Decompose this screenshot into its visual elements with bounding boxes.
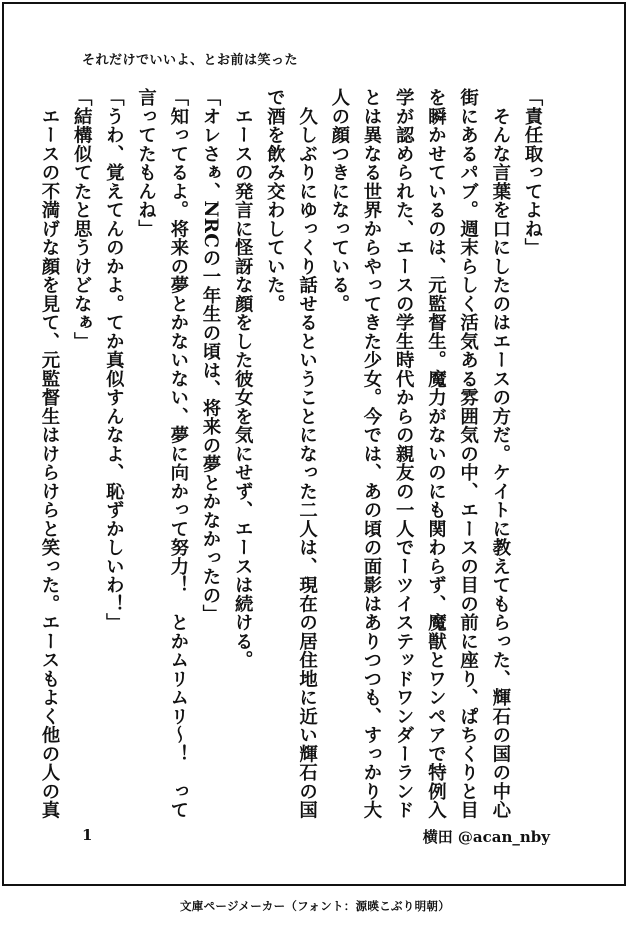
text-line: 言ってたもんね」 [135, 88, 157, 238]
text-line: エースの不満げな顔を見て、元監督生はけらけらと笑った。エースもよく他の人の真 [38, 88, 60, 820]
author-credit: 横田 @acan_nby [422, 828, 550, 846]
text-line: 「オレさぁ、NRCの一年生の頃は、将来の夢とかなかったの」 [199, 88, 221, 624]
text-line: 街にあるパブ。週末らしく活気ある雰囲気の中、エースの目の前に座り、ぱちくりと目 [457, 88, 479, 820]
body-text [38, 88, 548, 820]
text-line: 学が認められた、エースの学生時代からの親友の一人でーツイステッドワンダーランド [393, 88, 415, 820]
text-line: 「うわ、覚えてんのかよ。てか真似すんなよ、恥ずかしいわ！」 [103, 88, 125, 632]
text-line: 「知ってるよ。将来の夢とかないない、夢に向かって努力！ とかムリムリ〜！ って [167, 88, 189, 820]
text-line: を瞬かせているのは、元監督生。魔力がないのにも関わらず、魔獣とワンペアで特例入 [425, 88, 447, 820]
page-title: それだけでいいよ、とお前は笑った [82, 53, 299, 68]
text-line: とは異なる世界からやってきた少女。今では、あの頃の面影はありつつも、すっかり大 [360, 88, 382, 820]
text-line: 「責任取ってよね」 [522, 88, 543, 257]
text-line: で酒を飲み交わしていた。 [264, 88, 286, 313]
page-number: 1 [82, 826, 93, 844]
text-line: 人の顔つきになっている。 [328, 88, 350, 313]
text-line: 久しぶりにゆっくり話せるということになった二人は、現在の居住地に近い輝石の国 [296, 88, 318, 820]
generator-caption: 文庫ページメーカー（フォント：源暎こぶり明朝） [179, 899, 451, 913]
text-line: そんな言葉を口にしたのはエースの方だ。ケイトに教えてもらった、輝石の国の中心 [489, 88, 511, 820]
text-line: エースの発言に怪訝な顔をした彼女を気にせず、エースは続ける。 [232, 88, 254, 670]
text-line: 「結構似てたと思うけどなぁ」 [71, 88, 93, 351]
